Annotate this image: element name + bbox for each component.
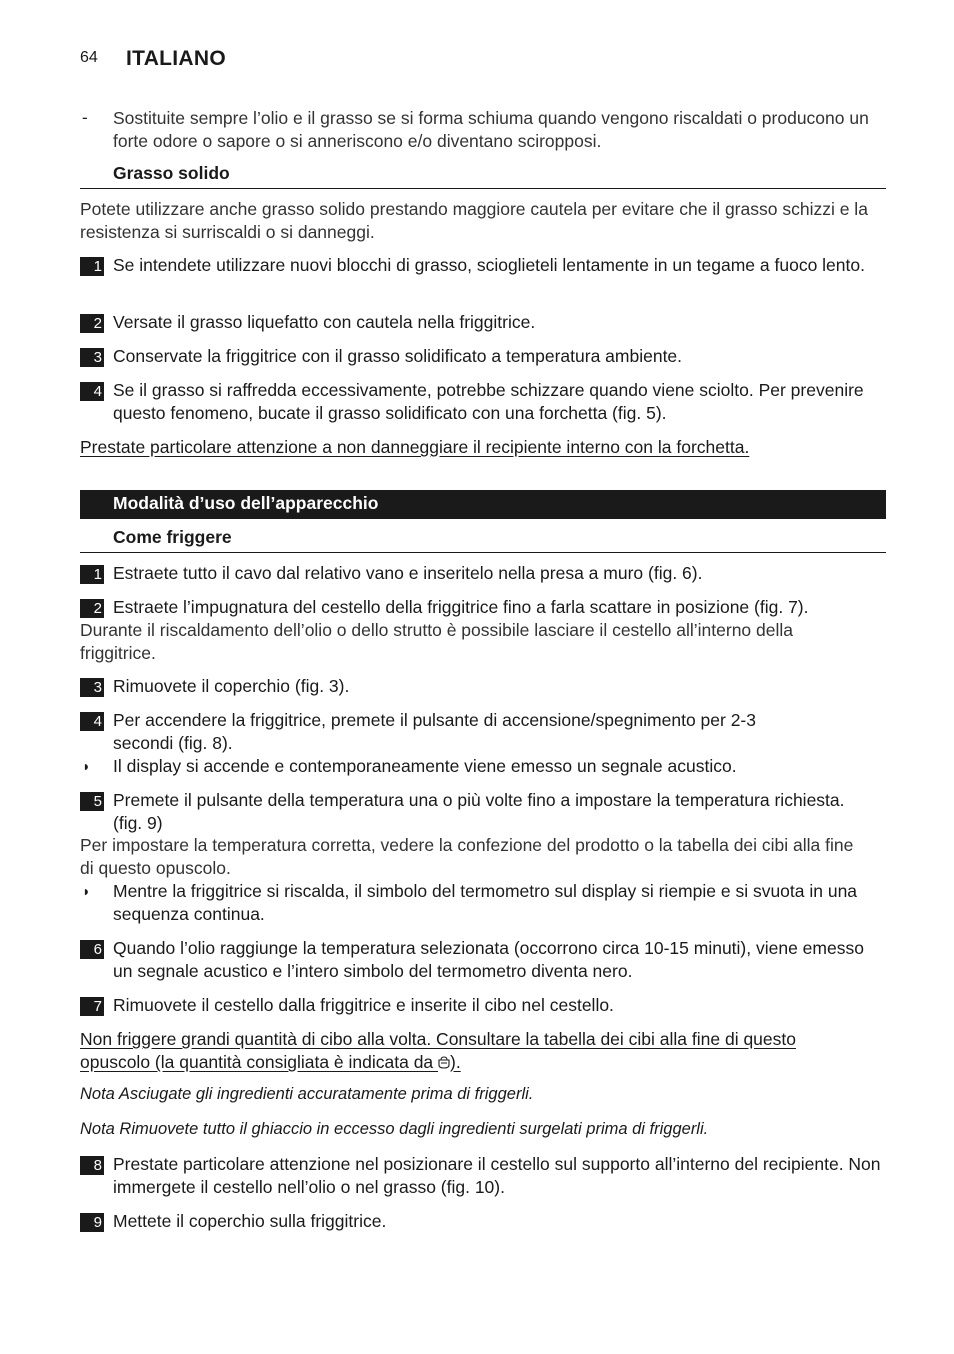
bullet-text: Mentre la friggitrice si riscalda, il simbolo del termometro sul display si riempie e si svuota in una sequenza continua. [113,881,858,924]
note-text: Nota Asciugate gli ingredienti accuratamente prima di friggerli. [80,1085,534,1103]
step-text: Rimuovete il coperchio (fig. 3). [113,676,350,696]
step-text: Versate il grasso liquefatto con cautela nella friggitrice. [113,312,536,332]
step-number: 6 [80,940,104,959]
step-number: 4 [80,382,104,401]
bullet-icon: ◗ [82,883,91,899]
step-number: 4 [80,712,104,731]
bullet-icon: ◗ [82,758,91,774]
step-text: Rimuovete il cestello dalla friggitrice e inserite il cibo nel cestello. [113,995,614,1015]
caution-line-2 [80,1051,461,1074]
step-text: Se intendete utilizzare nuovi blocchi di grasso, scioglieteli lentamente in un tegame a fuoco lento. [113,255,865,275]
step-number: 2 [80,314,104,333]
bullet-text: Il display si accende e contemporaneamente viene emesso un segnale acustico. [113,756,737,776]
divider-rule [80,552,886,553]
divider-rule [80,188,886,189]
step-text: Prestate particolare attenzione nel posizionare il cestello sul supporto all’interno del recipiente. Non immergete il cestello nell’olio o nel grasso (fig. 10). [113,1154,881,1197]
step-text: Conservate la friggitrice con il grasso solidificato a temperatura ambiente. [113,346,683,366]
section-title: Modalità d’uso dell’apparecchio [113,493,379,513]
step-number: 8 [80,1156,104,1175]
page-number: 64 [80,49,98,66]
pot-icon [438,1055,450,1069]
dash-marker: - [82,108,88,127]
step-number: 3 [80,348,104,367]
step-text: Se il grasso si raffredda eccessivamente, potrebbe schizzare quando viene sciolto. Per prevenire questo fenomeno, bucate il grasso solidificato con una forchetta (fig. 5). [113,380,864,423]
step-text: Per accendere la friggitrice, premete il pulsante di accensione/spegnimento per 2-3 secondi (fig. 8). [113,710,756,753]
step-number: 1 [80,257,104,276]
step-note: Durante il riscaldamento dell’olio o dello strutto è possibile lasciare il cestello all’interno della friggitrice. [80,620,794,663]
step-number: 5 [80,792,104,811]
language-heading: ITALIANO [126,47,226,70]
step-text: Mettete il coperchio sulla friggitrice. [113,1211,387,1231]
step-text: Quando l’olio raggiunge la temperatura selezionata (occorrono circa 10-15 minuti), viene emesso un segnale acustico e l’intero simbolo del termometro diventa nero. [113,938,864,981]
step-number: 3 [80,678,104,697]
caution-text: Prestate particolare attenzione a non danneggiare il recipiente interno con la forchetta. [80,437,750,457]
step-text: Estraete tutto il cavo dal relativo vano e inseritelo nella presa a muro (fig. 6). [113,563,703,583]
step-number: 2 [80,599,104,618]
step-number: 9 [80,1213,104,1232]
caution-line-2-text: opuscolo (la quantità consigliata è indicata da [80,1052,439,1072]
subheading-come-friggere: Come friggere [113,527,232,547]
subheading-grasso-solido: Grasso solido [113,163,230,183]
step-note: Per impostare la temperatura corretta, vedere la confezione del prodotto o la tabella dei cibi alla fine di questo opuscolo. [80,835,854,878]
caution-line-2-end: ). [450,1052,461,1072]
note-text: Nota Rimuovete tutto il ghiaccio in eccesso dagli ingredienti surgelati prima di friggerli. [80,1120,709,1138]
step-text: Estraete l’impugnatura del cestello della friggitrice fino a farla scattare in posizione (fig. 7). [113,597,809,617]
grasso-intro: Potete utilizzare anche grasso solido prestando maggiore cautela per evitare che il grasso schizzi e la resistenza si surriscaldi o si danneggi. [80,199,868,242]
caution-line-1: Non friggere grandi quantità di cibo alla volta. Consultare la tabella dei cibi alla fine di questo [80,1029,796,1049]
step-number: 7 [80,997,104,1016]
step-text: Premete il pulsante della temperatura una o più volte fino a impostare la temperatura richiesta. (fig. 9) [113,790,845,833]
intro-paragraph: Sostituite sempre l’olio e il grasso se si forma schiuma quando vengono riscaldati o producono un forte odore o sapore o si anneriscono e/o diventano sciropposi. [113,108,869,151]
step-number: 1 [80,565,104,584]
